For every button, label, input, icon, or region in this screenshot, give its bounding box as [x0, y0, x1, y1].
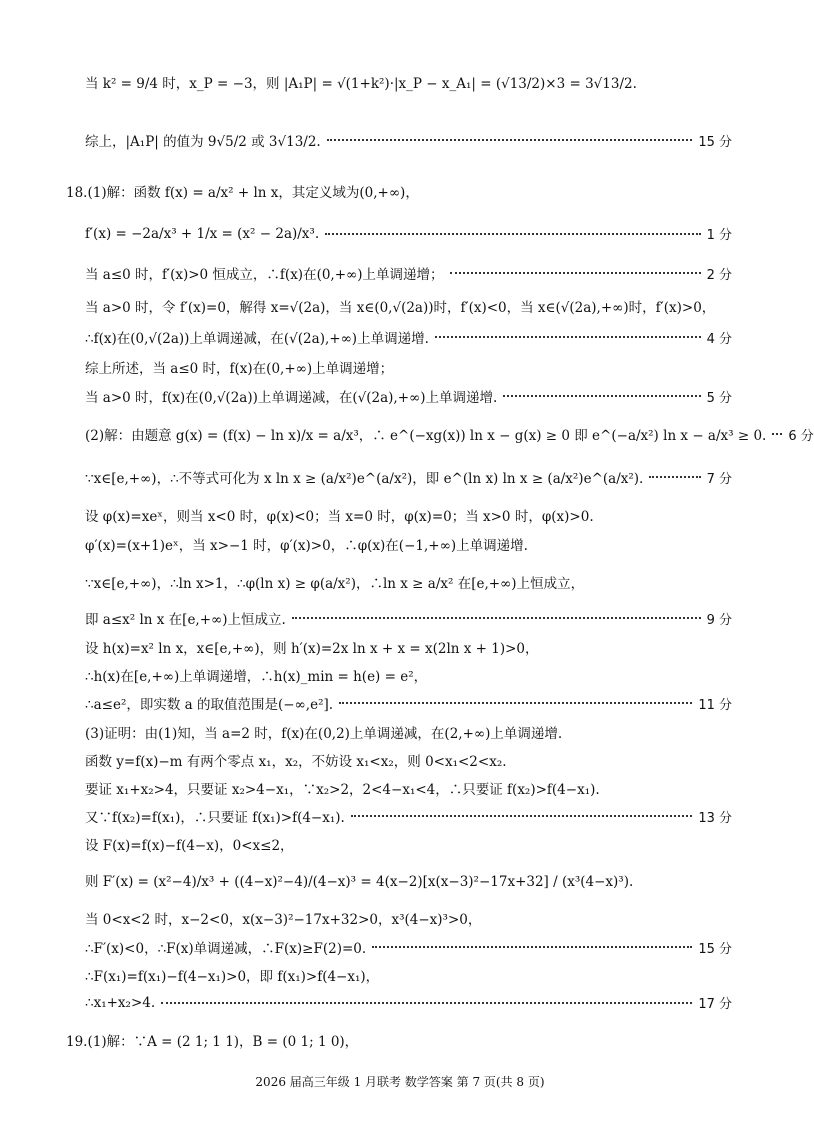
solution-line — [85, 637, 732, 657]
solution-line — [85, 778, 732, 798]
dot-leader — [325, 233, 700, 235]
line-text: (2)解：由题意 g(x) = (f(x) − ln x)/x = a/x³，∴ e^(−xg(x)) ln x − g(x) ≥ 0 即 e^(−a/x²) ln x − a/x³ ≥ 0. — [85, 428, 767, 444]
line-text: 当 a≤0 时，f′(x)>0 恒成立，∴f(x)在(0,+∞)上单调递增； — [85, 267, 444, 283]
solution-line — [85, 750, 732, 770]
dot-leader — [435, 336, 701, 338]
solution-line — [66, 1030, 732, 1050]
line-text: 又∵f(x₂)=f(x₁)，∴只要证 f(x₁)>f(4−x₁). — [85, 810, 345, 826]
solution-line — [85, 965, 732, 985]
score-label: 17 分 — [698, 997, 732, 1012]
line-text: φ′(x)=(x+1)eˣ，当 x>−1 时，φ′(x)>0，∴φ(x)在(−1,+∞)上单调递增. — [85, 538, 528, 554]
solution-line — [85, 263, 732, 283]
line-text: 综上所述，当 a≤0 时，f(x)在(0,+∞)上单调递增； — [85, 361, 394, 377]
solution-line — [85, 993, 732, 1012]
dot-leader — [339, 702, 692, 704]
solution-line — [66, 181, 732, 201]
line-text: (3)证明：由(1)知，当 a=2 时，f(x)在(0,2)上单调递减，在(2,+∞)上单调递增. — [85, 726, 563, 742]
solution-line — [85, 834, 732, 854]
dot-leader — [649, 476, 700, 478]
dot-leader — [503, 395, 700, 397]
solution-line — [85, 130, 732, 150]
solution-line — [85, 357, 732, 377]
solution-line — [85, 224, 732, 243]
solution-line — [85, 693, 732, 713]
line-text: 要证 x₁+x₂>4，只要证 x₂>4−x₁，∵x₂>2，2<4−x₁<4，∴只要证 f(x₂)>f(4−x₁). — [85, 782, 600, 798]
solution-line — [85, 608, 732, 628]
line-text: 即 a≤x² ln x 在[e,+∞)上恒成立. — [85, 612, 286, 628]
dot-leader — [351, 815, 692, 817]
solution-line — [85, 72, 732, 92]
score-label: 13 分 — [698, 810, 732, 826]
score-label: 9 分 — [706, 612, 732, 628]
solution-line — [85, 534, 732, 554]
line-text: 当 0<x<2 时，x−2<0，x(x−3)²−17x+32>0，x³(4−x)³>0， — [85, 912, 482, 928]
solution-line — [85, 870, 732, 890]
solution-line — [85, 572, 732, 592]
solution-line — [85, 908, 732, 928]
line-text: 综上，|A₁P| 的值为 9√5/2 或 3√13/2. — [85, 134, 321, 150]
score-label: 11 分 — [698, 697, 732, 713]
line-text: ∴F(x₁)=f(x₁)−f(4−x₁)>0，即 f(x₁)>f(4−x₁)， — [85, 969, 380, 985]
solution-line — [85, 327, 732, 347]
line-text: 设 F(x)=f(x)−f(4−x)，0<x≤2， — [85, 838, 294, 854]
solution-line — [85, 296, 732, 316]
solution-line — [85, 386, 732, 406]
line-text: ∴x₁+x₂>4. — [85, 994, 156, 1011]
solution-line — [85, 806, 732, 826]
line-text: 设 φ(x)=xeˣ，则当 x<0 时，φ(x)<0；当 x=0 时，φ(x)=0；当 x>0 时，φ(x)>0. — [85, 509, 594, 525]
line-text: ∵x∈[e,+∞)，∴不等式可化为 x ln x ≥ (a/x²)e^(a/x²)，即 e^(ln x) ln x ≥ (a/x²)e^(a/x²). — [85, 471, 644, 487]
dot-leader — [450, 272, 701, 274]
solution-line — [85, 467, 732, 487]
line-text: ∵x∈[e,+∞)，∴ln x>1，∴φ(ln x) ≥ φ(a/x²)，∴ln x ≥ a/x² 在[e,+∞)上恒成立， — [85, 576, 585, 592]
line-text: ∴f(x)在(0,√(2a))上单调递减，在(√(2a),+∞)上单调递增. — [85, 331, 429, 347]
dot-leader — [372, 946, 692, 948]
score-label: 15 分 — [698, 134, 732, 150]
line-text: 当 a>0 时，令 f′(x)=0，解得 x=√(2a)，当 x∈(0,√(2a))时，f′(x)<0，当 x∈(√(2a),+∞)时，f′(x)>0， — [85, 300, 716, 316]
solution-line — [85, 722, 732, 742]
solution-line — [85, 424, 814, 444]
line-text: 19.(1)解：∵A = (2 1; 1 1)，B = (0 1; 1 0)， — [66, 1034, 359, 1050]
score-label: 6 分 — [788, 428, 814, 444]
line-text: 设 h(x)=x² ln x，x∈[e,+∞)，则 h′(x)=2x ln x + x = x(2ln x + 1)>0， — [85, 641, 539, 657]
dot-leader — [292, 617, 701, 619]
score-label: 4 分 — [706, 331, 732, 347]
solution-line — [85, 937, 732, 957]
line-text: 当 a>0 时，f(x)在(0,√(2a))上单调递减，在(√(2a),+∞)上单调递增. — [85, 390, 498, 406]
page-footer: 2026 届高三年级 1 月联考 数学答案 第 7 页(共 8 页) — [255, 1075, 545, 1089]
dot-leader — [772, 433, 782, 435]
dot-leader — [161, 1002, 692, 1004]
score-label: 15 分 — [698, 941, 732, 957]
line-text: 则 F′(x) = (x²−4)/x³ + ((4−x)²−4)/(4−x)³ = 4(x−2)[x(x−3)²−17x+32] / (x³(4−x)³). — [85, 874, 634, 890]
score-label: 5 分 — [706, 390, 732, 406]
score-label: 7 分 — [706, 471, 732, 487]
solution-line — [85, 665, 732, 685]
score-label: 1 分 — [706, 228, 732, 243]
line-text: ∴a≤e²，即实数 a 的取值范围是(−∞,e²]. — [85, 697, 334, 713]
line-text: 18.(1)解：函数 f(x) = a/x² + ln x，其定义域为(0,+∞)， — [66, 185, 419, 201]
line-text: ∴F′(x)<0，∴F(x)单调递减，∴F(x)≥F(2)=0. — [85, 941, 367, 957]
line-text: 当 k² = 9/4 时，x_P = −3，则 |A₁P| = √(1+k²)·|x_P − x_A₁| = (√13/2)×3 = 3√13/2. — [85, 76, 637, 92]
solution-line — [85, 505, 732, 525]
line-text: f′(x) = −2a/x³ + 1/x = (x² − 2a)/x³. — [85, 225, 320, 242]
line-text: 函数 y=f(x)−m 有两个零点 x₁，x₂，不妨设 x₁<x₂，则 0<x₁<2<x₂. — [85, 754, 507, 770]
line-text: ∴h(x)在[e,+∞)上单调递增，∴h(x)_min = h(e) = e²， — [85, 669, 428, 685]
dot-leader — [327, 139, 693, 141]
score-label: 2 分 — [706, 267, 732, 283]
